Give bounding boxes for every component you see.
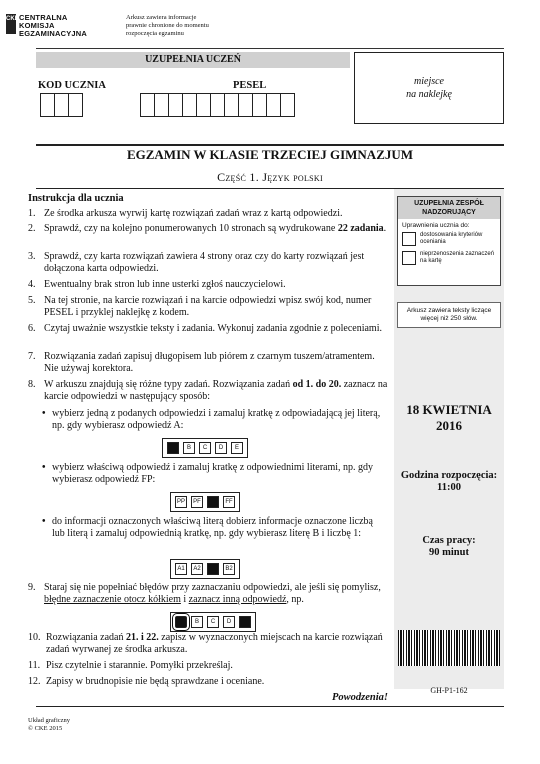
supervisor-box (397, 196, 501, 286)
instruction-item (28, 295, 388, 319)
answer-box: C (199, 442, 211, 454)
sample-answer-single (162, 438, 248, 458)
item-text: Czytaj uważnie wszystkie teksty i zadania. Wykonuj zadania zgodnie z poleceniami. (44, 323, 382, 334)
item-text-part: i (183, 594, 187, 605)
option-label: nieprzenoszenia zaznaczeń na kartę (420, 251, 495, 264)
answer-box (167, 442, 179, 454)
bullet-text: do informacji oznaczonych właściwą literą dobierz informacje oznaczone liczbą lub literą i zamaluj odpowiednią kratkę, np. gdy wybierasz literę B i liczbę 1: (52, 516, 373, 539)
item-number: 11. (28, 660, 41, 671)
item-number: 8. (28, 379, 36, 390)
answer-box: B (183, 442, 195, 454)
date-line: 2016 (436, 418, 462, 433)
pesel-cell[interactable] (238, 93, 253, 117)
item-number: 9. (28, 582, 36, 593)
code-cell[interactable] (54, 93, 69, 117)
instruction-item (28, 251, 388, 275)
instruction-item (28, 351, 388, 375)
cke-name (19, 14, 87, 38)
instruction-item (28, 632, 388, 656)
pesel-cell[interactable] (140, 93, 155, 117)
start-time-value: 11:00 (437, 482, 461, 493)
instruction-item (28, 660, 388, 672)
pesel-cell[interactable] (224, 93, 239, 117)
answer-box (239, 616, 251, 628)
barcode (398, 630, 500, 666)
texts-note: Arkusz zawiera teksty liczące więcej niż 250 słów. (397, 302, 501, 328)
instruction-item (28, 379, 388, 403)
pesel-cell[interactable] (182, 93, 197, 117)
instruction-item (28, 323, 388, 335)
code-cell[interactable] (40, 93, 55, 117)
logo-line: CENTRALNA (19, 13, 68, 22)
item-text-part: Sprawdź, czy na kolejno ponumerowanych 10 stronach są wydrukowane (44, 223, 336, 234)
option-checkbox[interactable] (402, 251, 416, 265)
item-bold: 21. i 22. (125, 632, 159, 643)
instruction-item (28, 208, 388, 220)
item-text-part: zaznacz na karcie odpowiedzi w następujący sposób: (44, 379, 388, 402)
instruction-item (28, 279, 388, 291)
option-row (398, 250, 500, 266)
item-number: 1. (28, 208, 36, 219)
item-text-part: Staraj się nie popełniać błędów przy zaznaczaniu odpowiedzi, ale jeśli się pomylisz, (44, 582, 381, 593)
option-checkbox[interactable] (402, 232, 416, 246)
item-number: 4. (28, 279, 36, 290)
item-underline: błędne zaznaczenie otocz kółkiem (44, 594, 181, 605)
item-text: Na tej stronie, na karcie rozwiązań i na karcie odpowiedzi wpisz swój kod, numer PESEL i przyklej naklejkę z kodem. (44, 295, 372, 318)
duration-value: 90 minut (429, 547, 469, 558)
answer-box: D (223, 616, 235, 628)
note-line: rozpoczęcia egzaminu (126, 30, 184, 37)
answer-box: B2 (223, 563, 235, 575)
good-luck: Powodzenia! (331, 692, 388, 703)
item-text-part: . (383, 223, 387, 234)
duration (394, 535, 504, 559)
pesel-cell[interactable] (154, 93, 169, 117)
pesel-cell[interactable] (280, 93, 295, 117)
supervisor-heading: UZUPEŁNIA ZESPÓŁ NADZORUJĄCY (398, 197, 500, 219)
supervisor-subheading: Uprawnienia ucznia do: (402, 222, 470, 229)
student-code-label: KOD UCZNIA (38, 80, 106, 91)
start-time (394, 470, 504, 494)
item-text: Ewentualny brak stron lub inne usterki zgłoś nauczycielowi. (44, 279, 286, 290)
item-number: 3. (28, 251, 36, 262)
item-text-part: zapisz w wyznaczonych miejscach na karcie rozwiązań zadań wyrwanej ze środka arkusza. (46, 632, 383, 655)
pesel-cell[interactable] (168, 93, 183, 117)
instruction-item (28, 223, 388, 235)
code-cell[interactable] (68, 93, 83, 117)
answer-box: B (191, 616, 203, 628)
logo-line: KOMISJA (19, 21, 55, 30)
item-number: 10. (28, 632, 41, 643)
sample-answer-truefalse (170, 492, 240, 512)
student-code-field[interactable] (40, 93, 82, 117)
item-text: Ze środka arkusza wyrwij kartę rozwiązań zadań wraz z kartą odpowiedzi. (44, 208, 343, 219)
instruction-item (28, 582, 388, 606)
footer-line: © CKE 2015 (28, 725, 63, 732)
item-text (28, 582, 388, 606)
answer-box (207, 496, 219, 508)
bullet-text: wybierz jedną z podanych odpowiedzi i zamaluj kratkę z odpowiadającą jej literą, np. gdy wybierasz odpowiedź A: (52, 408, 381, 431)
item-bold: 22 zadania (337, 223, 384, 234)
sticker-line: na naklejkę (406, 89, 452, 100)
cke-logo: CKE (6, 14, 16, 34)
answer-box (175, 616, 187, 628)
sample-answer-correction (170, 612, 256, 632)
item-number: 2. (28, 223, 36, 234)
answer-box: PF (191, 496, 203, 508)
bullet-item (52, 462, 382, 486)
divider (36, 706, 504, 707)
item-text-part: , np. (286, 594, 304, 605)
item-text: Zapisy w brudnopisie nie będą sprawdzane i oceniane. (46, 676, 265, 687)
pesel-cell[interactable] (266, 93, 281, 117)
sticker-line: miejsce (414, 76, 444, 87)
item-text: Sprawdź, czy karta rozwiązań zawiera 4 strony oraz czy do karty rozwiązań jest dołączona karta odpowiedzi. (44, 251, 365, 274)
bullet-text: wybierz właściwą odpowiedź i zamaluj kratkę z odpowiednimi literami, np. gdy wybierasz odpowiedź FP: (52, 462, 374, 485)
answer-box: D (215, 442, 227, 454)
answer-box: PP (175, 496, 187, 508)
item-number: 12. (28, 676, 41, 687)
item-text: Pisz czytelnie i starannie. Pomyłki przekreślaj. (46, 660, 233, 671)
student-fill-band: UZUPEŁNIA UCZEŃ (36, 52, 350, 68)
pesel-label: PESEL (233, 80, 267, 91)
note-line: Arkusz zawiera informacje (126, 14, 197, 21)
item-text (28, 632, 388, 656)
footer (28, 717, 70, 733)
footer-line: Układ graficzny (28, 717, 71, 724)
item-underline: zaznacz inną odpowiedź (188, 594, 287, 605)
sheet-code: GH-P1-162 (430, 686, 468, 695)
divider (36, 48, 504, 49)
divider (36, 144, 504, 146)
item-number: 7. (28, 351, 36, 362)
bullet-item (52, 408, 382, 432)
option-label: dostosowania kryteriów oceniania (420, 232, 483, 245)
exam-title: EGZAMIN W KLASIE TRZECIEJ GIMNAZJUM (126, 147, 414, 162)
date-line: 18 KWIETNIA (406, 402, 492, 417)
pesel-cell[interactable] (252, 93, 267, 117)
instruction-item (28, 676, 388, 688)
item-text-part: Rozwiązania zadań (46, 632, 124, 643)
pesel-cell[interactable] (210, 93, 225, 117)
answer-box (207, 563, 219, 575)
option-row (398, 231, 500, 247)
duration-label: Czas pracy: (422, 535, 476, 546)
part-title: Część 1. Język polski (217, 170, 323, 184)
item-number: 5. (28, 295, 36, 306)
bullet-item (52, 516, 382, 540)
confidential-note (126, 14, 209, 38)
item-text: Rozwiązania zadań zapisuj długopisem lub piórem z czarnym tuszem/atramentem. Nie używaj korektora. (44, 351, 375, 374)
item-text-part: W arkuszu znajdują się różne typy zadań. Rozwiązania zadań (44, 379, 291, 390)
pesel-field[interactable] (140, 93, 294, 117)
answer-box: A2 (191, 563, 203, 575)
logo-line: EGZAMINACYJNA (19, 29, 88, 38)
answer-box: A1 (175, 563, 187, 575)
item-bold: od 1. do 20. (292, 379, 342, 390)
answer-box: C (207, 616, 219, 628)
note-line: prawnie chronione do momentu (126, 22, 209, 29)
sample-answer-matching (170, 559, 240, 579)
item-number: 6. (28, 323, 36, 334)
item-text (28, 379, 388, 403)
instructions-heading: Instrukcja dla ucznia (28, 193, 124, 204)
sticker-area[interactable] (354, 52, 504, 124)
answer-box: FF (223, 496, 235, 508)
answer-box: E (231, 442, 243, 454)
pesel-cell[interactable] (196, 93, 211, 117)
item-text (28, 223, 388, 235)
start-time-label: Godzina rozpoczęcia: (400, 470, 498, 481)
exam-date (394, 402, 504, 434)
